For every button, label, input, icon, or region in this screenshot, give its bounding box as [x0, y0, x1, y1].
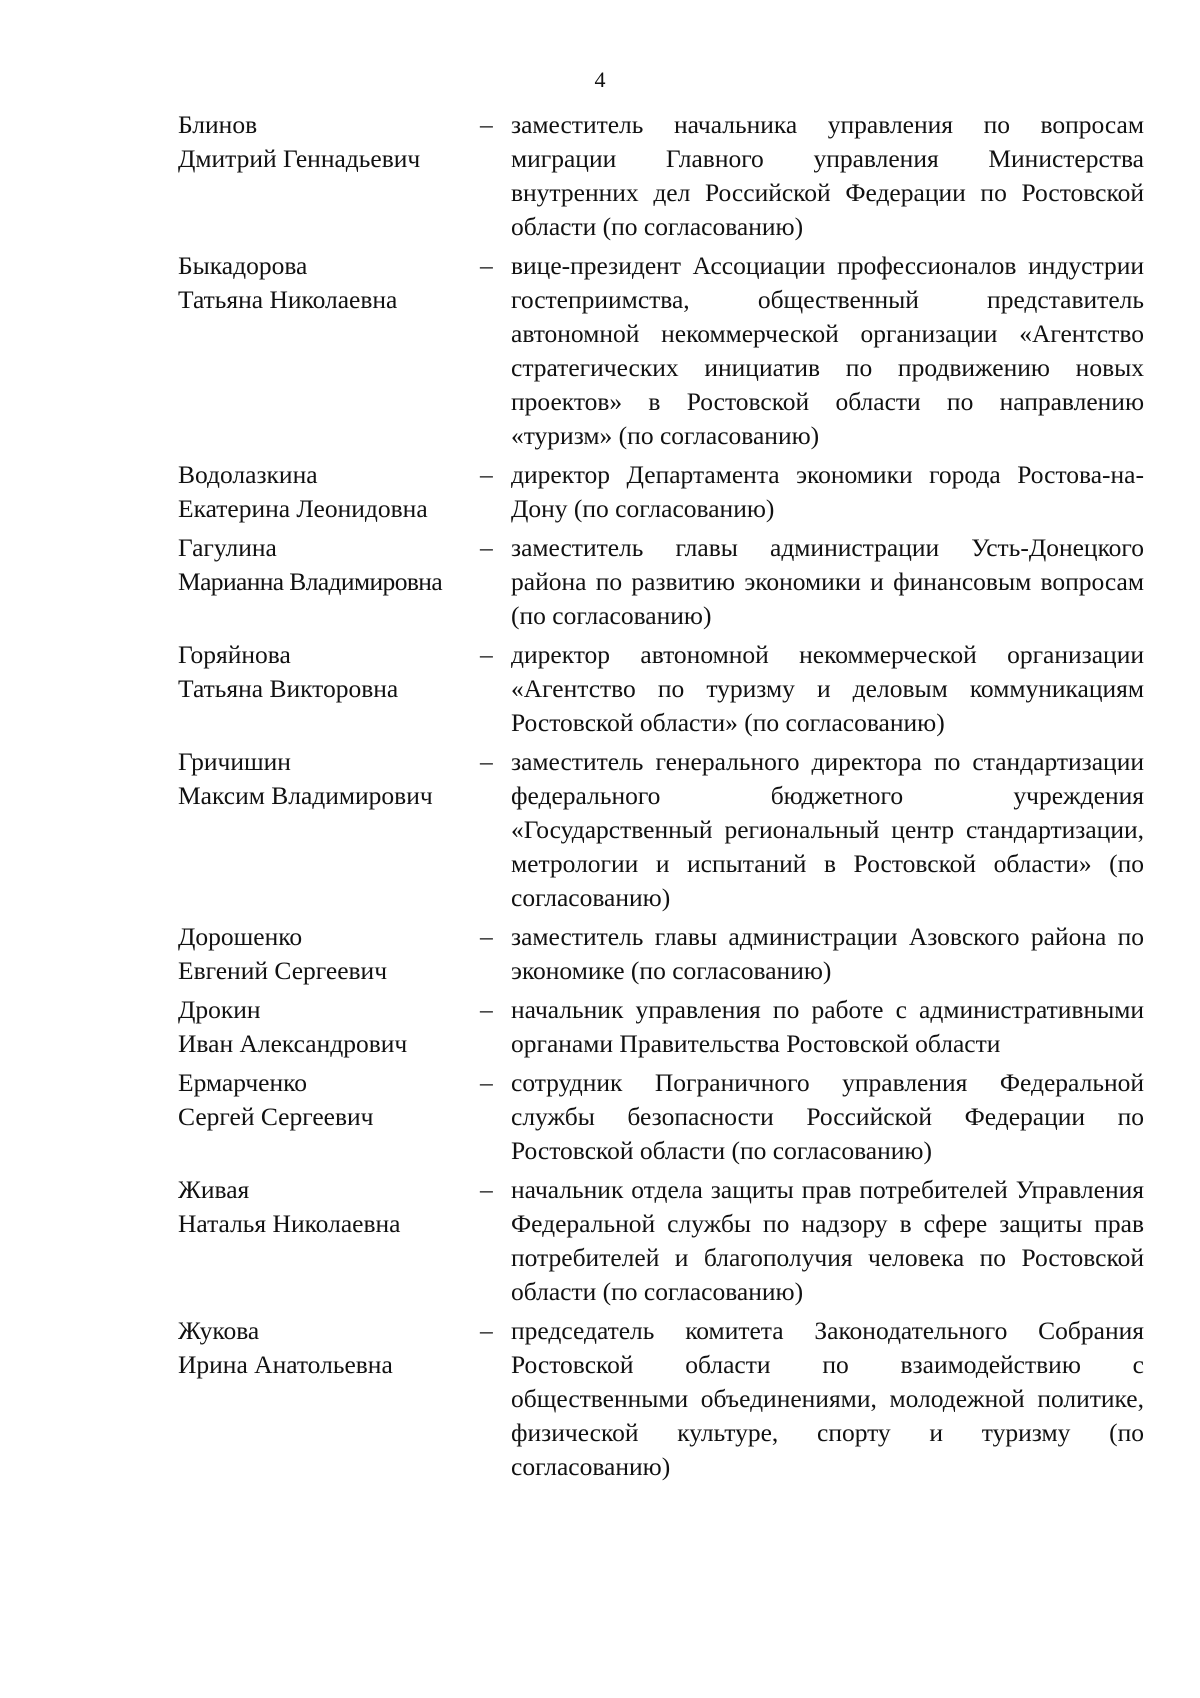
member-role: начальник управления по работе с административными органами Правительства Ростовской области — [511, 995, 1144, 1058]
member-given-names: Максим Владимирович — [178, 781, 433, 810]
member-name — [178, 108, 478, 176]
member-given-names: Марианна Владимировна — [178, 567, 443, 596]
member-name — [178, 993, 478, 1061]
member-surname: Гричишин — [178, 747, 291, 776]
member-entry — [178, 1066, 1144, 1168]
member-given-names: Ирина Анатольевна — [178, 1350, 393, 1379]
member-name — [178, 745, 478, 813]
dash-separator: – — [480, 995, 493, 1024]
member-name — [178, 1173, 478, 1241]
member-entry — [178, 993, 1144, 1061]
member-surname: Горяйнова — [178, 640, 291, 669]
member-role: директор автономной некоммерческой организации «Агентство по туризму и деловым коммуникациям Ростовской области» (по согласованию) — [511, 640, 1144, 737]
member-entry — [178, 531, 1144, 633]
member-surname: Гагулина — [178, 533, 277, 562]
member-given-names: Наталья Николаевна — [178, 1209, 401, 1238]
member-role: вице-президент Ассоциации профессионалов индустрии гостеприимства, общественный представитель автономной некоммерческой организации «Агентство стратегических инициатив по продвижению новых проектов» в Ростовской области по направлению «туризм» (по согласованию) — [511, 251, 1144, 450]
member-surname: Жукова — [178, 1316, 260, 1345]
dash-separator: – — [480, 533, 493, 562]
member-entry — [178, 1314, 1144, 1484]
member-given-names: Екатерина Леонидовна — [178, 494, 428, 523]
member-given-names: Сергей Сергеевич — [178, 1102, 374, 1131]
member-surname: Быкадорова — [178, 251, 308, 280]
dash-separator: – — [480, 110, 493, 139]
member-given-names: Татьяна Викторовна — [178, 674, 399, 703]
dash-separator: – — [480, 1316, 493, 1345]
member-given-names: Дмитрий Геннадьевич — [178, 144, 421, 173]
member-name — [178, 1066, 478, 1134]
member-surname: Дрокин — [178, 995, 261, 1024]
member-entry — [178, 249, 1144, 453]
member-role: заместитель генерального директора по стандартизации федерального бюджетного учреждения «Государственный региональный центр стандартизации, метрологии и испытаний в Ростовской области» (по согласованию) — [511, 747, 1144, 912]
member-role: заместитель главы администрации Азовского района по экономике (по согласованию) — [511, 922, 1144, 985]
member-role: сотрудник Пограничного управления Федеральной службы безопасности Российской Федерации по Ростовской области (по согласованию) — [511, 1068, 1144, 1165]
member-given-names: Татьяна Николаевна — [178, 285, 398, 314]
member-entry — [178, 745, 1144, 915]
member-surname: Блинов — [178, 110, 258, 139]
dash-separator: – — [480, 1068, 493, 1097]
member-role: начальник отдела защиты прав потребителей Управления Федеральной службы по надзору в сфере защиты прав потребителей и благополучия человека по Ростовской области (по согласованию) — [511, 1175, 1144, 1306]
member-name — [178, 638, 478, 706]
member-name — [178, 249, 478, 317]
member-role: директор Департамента экономики города Ростова-на-Дону (по согласованию) — [511, 460, 1144, 523]
dash-separator: – — [480, 922, 493, 951]
dash-separator: – — [480, 460, 493, 489]
member-name — [178, 920, 478, 988]
member-role: председатель комитета Законодательного Собрания Ростовской области по взаимодействию с общественными объединениями, молодежной политике, физической культуре, спорту и туризму (по согласованию) — [511, 1316, 1144, 1481]
member-name — [178, 1314, 478, 1382]
dash-separator: – — [480, 640, 493, 669]
member-entry — [178, 458, 1144, 526]
member-entry — [178, 108, 1144, 244]
member-surname: Ермарченко — [178, 1068, 307, 1097]
member-name — [178, 458, 478, 526]
member-given-names: Евгений Сергеевич — [178, 956, 388, 985]
member-role: заместитель главы администрации Усть-Донецкого района по развитию экономики и финансовым вопросам (по согласованию) — [511, 533, 1144, 630]
member-roster — [178, 108, 1144, 1489]
member-entry — [178, 920, 1144, 988]
member-entry — [178, 1173, 1144, 1309]
member-given-names: Иван Александрович — [178, 1029, 408, 1058]
dash-separator: – — [480, 1175, 493, 1204]
dash-separator: – — [480, 251, 493, 280]
member-surname: Живая — [178, 1175, 250, 1204]
member-role: заместитель начальника управления по вопросам миграции Главного управления Министерства внутренних дел Российской Федерации по Ростовской области (по согласованию) — [511, 110, 1144, 241]
member-entry — [178, 638, 1144, 740]
member-surname: Дорошенко — [178, 922, 303, 951]
page-number: 4 — [594, 67, 606, 92]
dash-separator: – — [480, 747, 493, 776]
member-surname: Водолазкина — [178, 460, 318, 489]
member-name — [178, 531, 478, 599]
